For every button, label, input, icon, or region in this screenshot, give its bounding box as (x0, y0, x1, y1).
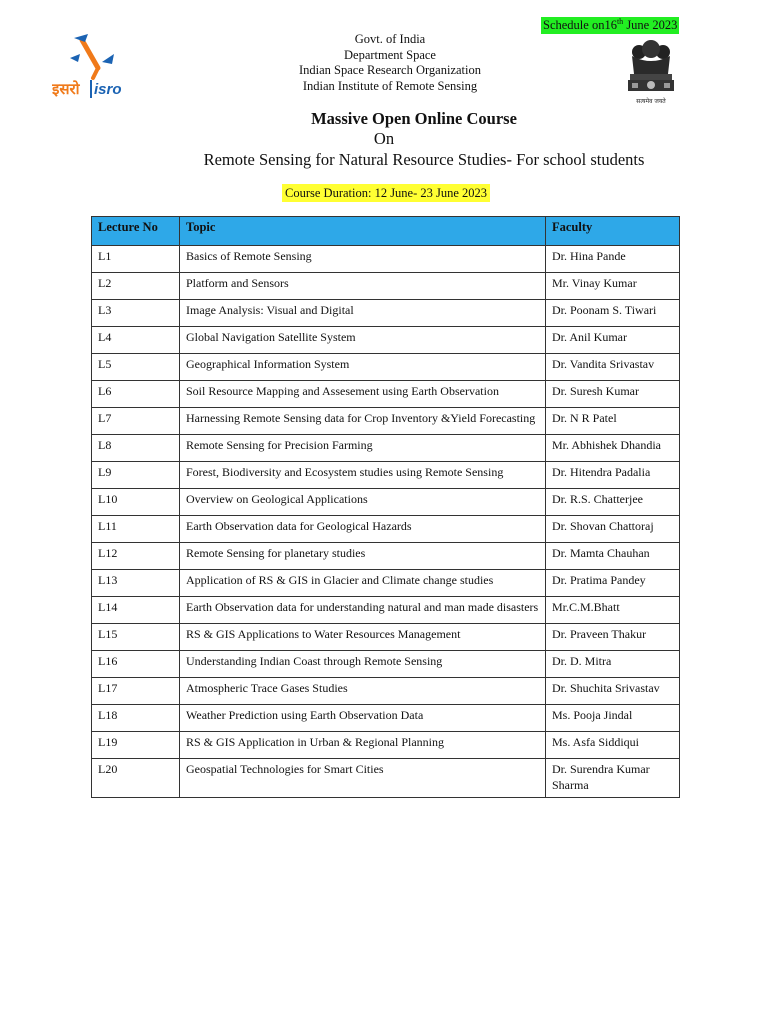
cell-topic: Earth Observation data for Geological Hazards (180, 516, 546, 543)
schedule-sup: th (616, 16, 624, 26)
cell-faculty: Dr. Hitendra Padalia (546, 462, 680, 489)
table-row (92, 246, 680, 273)
cell-faculty: Dr. Shovan Chattoraj (546, 516, 680, 543)
cell-faculty: Dr. R.S. Chatterjee (546, 489, 680, 516)
cell-faculty: Dr. Mamta Chauhan (546, 543, 680, 570)
cell-faculty: Dr. Suresh Kumar (546, 381, 680, 408)
table-row (92, 516, 680, 543)
table-row (92, 327, 680, 354)
cell-topic: Forest, Biodiversity and Ecosystem studies using Remote Sensing (180, 462, 546, 489)
cell-faculty: Dr. D. Mitra (546, 651, 680, 678)
cell-topic: Geographical Information System (180, 354, 546, 381)
schedule-date-note (541, 17, 679, 34)
cell-lecture-no: L14 (92, 597, 180, 624)
table-row (92, 678, 680, 705)
cell-lecture-no: L9 (92, 462, 180, 489)
cell-faculty: Dr. Anil Kumar (546, 327, 680, 354)
cell-faculty: Dr. N R Patel (546, 408, 680, 435)
header-lecture-no: Lecture No (92, 217, 180, 246)
cell-lecture-no: L8 (92, 435, 180, 462)
cell-topic: Remote Sensing for planetary studies (180, 543, 546, 570)
cell-topic: Harnessing Remote Sensing data for Crop Inventory &Yield Forecasting (180, 408, 546, 435)
cell-topic: Soil Resource Mapping and Assesement using Earth Observation (180, 381, 546, 408)
course-on: On (373, 129, 395, 148)
table-row (92, 300, 680, 327)
table-row (92, 732, 680, 759)
cell-lecture-no: L5 (92, 354, 180, 381)
cell-topic: Understanding Indian Coast through Remote Sensing (180, 651, 546, 678)
header-topic: Topic (180, 217, 546, 246)
cell-faculty: Ms. Pooja Jindal (546, 705, 680, 732)
cell-lecture-no: L1 (92, 246, 180, 273)
schedule-suffix: June 2023 (623, 18, 678, 32)
lecture-schedule-table (91, 216, 680, 798)
cell-faculty: Mr. Vinay Kumar (546, 273, 680, 300)
cell-topic: Atmospheric Trace Gases Studies (180, 678, 546, 705)
header-institute: Indian Institute of Remote Sensing (302, 78, 478, 93)
isro-hindi-text: इसरो (52, 80, 80, 98)
cell-lecture-no: L6 (92, 381, 180, 408)
table-row (92, 543, 680, 570)
header-department: Department Space (344, 47, 436, 62)
cell-topic: Overview on Geological Applications (180, 489, 546, 516)
cell-topic: Earth Observation data for understanding natural and man made disasters (180, 597, 546, 624)
cell-faculty: Dr. Pratima Pandey (546, 570, 680, 597)
cell-topic: Platform and Sensors (180, 273, 546, 300)
table-row (92, 273, 680, 300)
cell-faculty: Mr.C.M.Bhatt (546, 597, 680, 624)
cell-topic: Weather Prediction using Earth Observation Data (180, 705, 546, 732)
cell-faculty: Dr. Surendra Kumar Sharma (546, 759, 680, 798)
cell-lecture-no: L12 (92, 543, 180, 570)
cell-lecture-no: L3 (92, 300, 180, 327)
cell-faculty: Dr. Praveen Thakur (546, 624, 680, 651)
cell-topic: Application of RS & GIS in Glacier and Climate change studies (180, 570, 546, 597)
table-row (92, 435, 680, 462)
table-header-row (92, 217, 680, 246)
cell-topic: RS & GIS Applications to Water Resources Management (180, 624, 546, 651)
cell-lecture-no: L19 (92, 732, 180, 759)
cell-lecture-no: L17 (92, 678, 180, 705)
cell-faculty: Dr. Hina Pande (546, 246, 680, 273)
cell-lecture-no: L4 (92, 327, 180, 354)
table-row (92, 381, 680, 408)
cell-topic: Remote Sensing for Precision Farming (180, 435, 546, 462)
course-title: Massive Open Online Course (311, 109, 517, 128)
national-emblem-icon (622, 38, 680, 106)
isro-logo (52, 32, 136, 104)
cell-lecture-no: L7 (92, 408, 180, 435)
schedule-prefix: Schedule on16 (543, 18, 617, 32)
table-row (92, 705, 680, 732)
cell-lecture-no: L13 (92, 570, 180, 597)
table-row (92, 651, 680, 678)
cell-topic: Global Navigation Satellite System (180, 327, 546, 354)
cell-faculty: Dr. Shuchita Srivastav (546, 678, 680, 705)
header-organization: Indian Space Research Organization (299, 63, 481, 77)
table-row (92, 408, 680, 435)
cell-lecture-no: L18 (92, 705, 180, 732)
cell-lecture-no: L11 (92, 516, 180, 543)
course-duration: Course Duration: 12 June- 23 June 2023 (282, 184, 490, 202)
header-block (240, 32, 540, 94)
emblem-motto: सत्यमेव जयते (636, 98, 666, 105)
cell-lecture-no: L2 (92, 273, 180, 300)
cell-topic: Image Analysis: Visual and Digital (180, 300, 546, 327)
cell-lecture-no: L10 (92, 489, 180, 516)
header-govt: Govt. of India (354, 32, 426, 46)
cell-lecture-no: L16 (92, 651, 180, 678)
cell-lecture-no: L15 (92, 624, 180, 651)
header-faculty: Faculty (546, 217, 680, 246)
cell-topic: Basics of Remote Sensing (180, 246, 546, 273)
course-subtitle: Remote Sensing for Natural Resource Studies- For school students (203, 150, 645, 169)
cell-faculty: Mr. Abhishek Dhandia (546, 435, 680, 462)
cell-faculty: Dr. Vandita Srivastav (546, 354, 680, 381)
cell-lecture-no: L20 (92, 759, 180, 798)
isro-latin-text: isro (94, 81, 122, 98)
table-row (92, 597, 680, 624)
table-row (92, 759, 680, 798)
cell-topic: Geospatial Technologies for Smart Cities (180, 759, 546, 798)
cell-faculty: Ms. Asfa Siddiqui (546, 732, 680, 759)
table-row (92, 570, 680, 597)
cell-topic: RS & GIS Application in Urban & Regional Planning (180, 732, 546, 759)
table-row (92, 462, 680, 489)
table-row (92, 354, 680, 381)
table-row (92, 624, 680, 651)
cell-faculty: Dr. Poonam S. Tiwari (546, 300, 680, 327)
table-row (92, 489, 680, 516)
